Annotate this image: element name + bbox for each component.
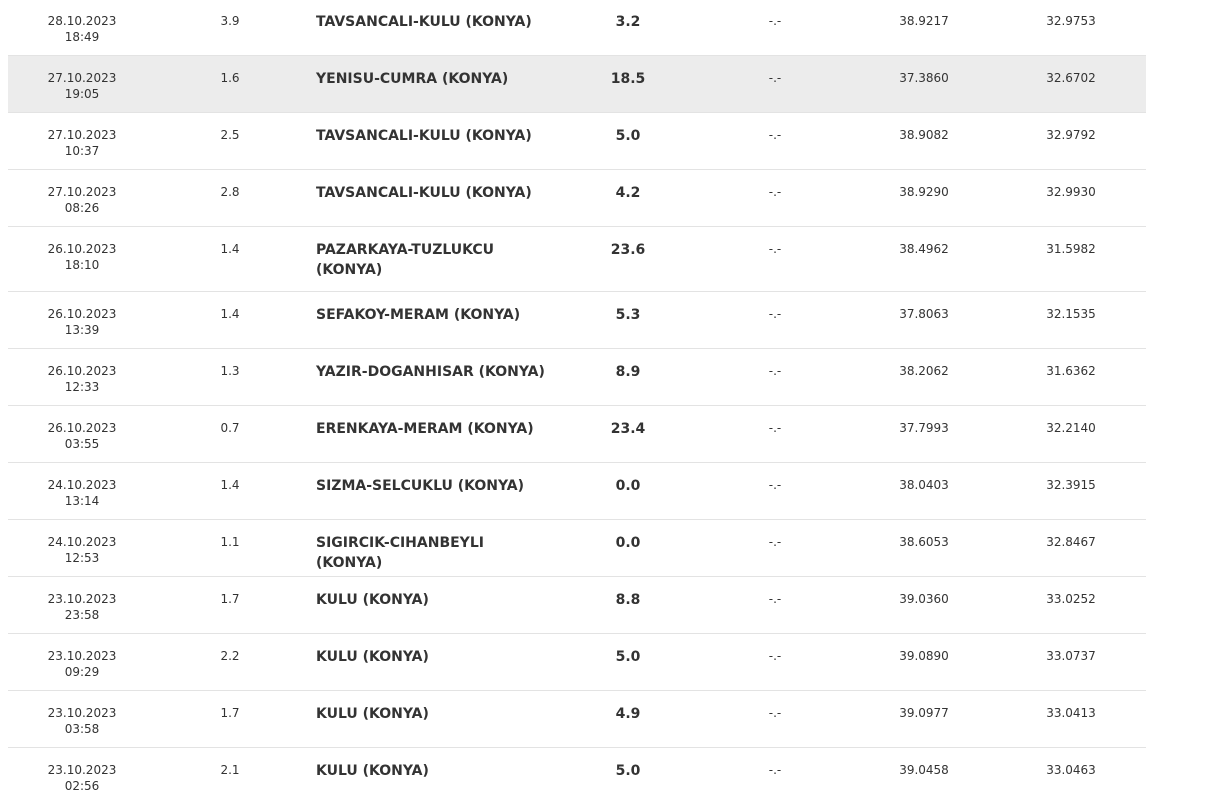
ml-magnitude-cell: 1.7 [220, 592, 240, 606]
date-text: 26.10.2023 [47, 421, 117, 435]
longitude-cell: 33.0463 [1046, 763, 1096, 777]
date-time-cell [42, 127, 122, 159]
date-time-cell [42, 13, 122, 45]
table-row[interactable] [8, 577, 1146, 634]
date-text: 26.10.2023 [47, 364, 117, 378]
ml-magnitude-cell: 1.4 [220, 478, 240, 492]
longitude-cell: 33.0737 [1046, 649, 1096, 663]
mw-magnitude-cell: -.- [768, 364, 782, 378]
location-cell: KULU (KONYA) [316, 763, 429, 779]
location-cell: KULU (KONYA) [316, 649, 429, 665]
table-row[interactable] [8, 170, 1146, 227]
table-row[interactable] [8, 113, 1146, 170]
date-text: 23.10.2023 [47, 763, 117, 777]
longitude-cell: 33.0413 [1046, 706, 1096, 720]
location-cell: TAVSANCALI-KULU (KONYA) [316, 14, 532, 30]
date-text: 28.10.2023 [47, 14, 117, 28]
ml-magnitude-cell: 1.4 [220, 307, 240, 321]
depth-cell: 0.0 [615, 478, 641, 494]
depth-cell: 3.2 [615, 14, 641, 30]
mw-magnitude-cell: -.- [768, 307, 782, 321]
location-cell: SIGIRCIK-CIHANBEYLI (KONYA) [316, 535, 484, 571]
longitude-cell: 32.9930 [1046, 185, 1096, 199]
date-text: 27.10.2023 [47, 71, 117, 85]
mw-magnitude-cell: -.- [768, 478, 782, 492]
longitude-cell: 32.9753 [1046, 14, 1096, 28]
date-text: 26.10.2023 [47, 307, 117, 321]
latitude-cell: 38.2062 [899, 364, 949, 378]
latitude-cell: 39.0890 [899, 649, 949, 663]
ml-magnitude-cell: 2.5 [220, 128, 240, 142]
date-text: 23.10.2023 [47, 706, 117, 720]
time-text: 13:39 [64, 323, 100, 337]
time-text: 12:33 [64, 380, 100, 394]
mw-magnitude-cell: -.- [768, 185, 782, 199]
time-text: 03:55 [64, 437, 100, 451]
latitude-cell: 39.0458 [899, 763, 949, 777]
ml-magnitude-cell: 0.7 [220, 421, 240, 435]
mw-magnitude-cell: -.- [768, 421, 782, 435]
latitude-cell: 37.8063 [899, 307, 949, 321]
date-time-cell [42, 762, 122, 794]
longitude-cell: 31.6362 [1046, 364, 1096, 378]
depth-cell: 5.0 [615, 649, 641, 665]
longitude-cell: 32.8467 [1046, 535, 1096, 549]
table-row[interactable] [8, 227, 1146, 292]
latitude-cell: 39.0360 [899, 592, 949, 606]
date-time-cell [42, 420, 122, 452]
table-row[interactable] [8, 406, 1146, 463]
date-text: 24.10.2023 [47, 478, 117, 492]
date-time-cell [42, 241, 122, 273]
longitude-cell: 33.0252 [1046, 592, 1096, 606]
depth-cell: 23.4 [610, 421, 646, 437]
date-text: 27.10.2023 [47, 185, 117, 199]
mw-magnitude-cell: -.- [768, 649, 782, 663]
date-time-cell [42, 534, 122, 566]
date-time-cell [42, 306, 122, 338]
earthquake-table [8, 0, 1146, 804]
time-text: 18:49 [64, 30, 100, 44]
depth-cell: 5.0 [615, 763, 641, 779]
latitude-cell: 38.6053 [899, 535, 949, 549]
location-cell: PAZARKAYA-TUZLUKCU (KONYA) [316, 242, 495, 278]
longitude-cell: 32.1535 [1046, 307, 1096, 321]
ml-magnitude-cell: 2.8 [220, 185, 240, 199]
latitude-cell: 38.9290 [899, 185, 949, 199]
location-cell: ERENKAYA-MERAM (KONYA) [316, 421, 534, 437]
mw-magnitude-cell: -.- [768, 592, 782, 606]
mw-magnitude-cell: -.- [768, 242, 782, 256]
depth-cell: 5.0 [615, 128, 641, 144]
date-text: 26.10.2023 [47, 242, 117, 256]
depth-cell: 4.9 [615, 706, 641, 722]
longitude-cell: 32.9792 [1046, 128, 1096, 142]
location-cell: SEFAKOY-MERAM (KONYA) [316, 307, 521, 323]
ml-magnitude-cell: 3.9 [220, 14, 240, 28]
location-cell: KULU (KONYA) [316, 706, 429, 722]
mw-magnitude-cell: -.- [768, 706, 782, 720]
ml-magnitude-cell: 1.3 [220, 364, 240, 378]
latitude-cell: 38.0403 [899, 478, 949, 492]
latitude-cell: 37.7993 [899, 421, 949, 435]
location-cell: YENISU-CUMRA (KONYA) [316, 71, 509, 87]
ml-magnitude-cell: 2.2 [220, 649, 240, 663]
depth-cell: 8.8 [615, 592, 641, 608]
date-text: 27.10.2023 [47, 128, 117, 142]
table-row[interactable] [8, 0, 1146, 56]
time-text: 18:10 [64, 258, 100, 272]
mw-magnitude-cell: -.- [768, 763, 782, 777]
latitude-cell: 38.4962 [899, 242, 949, 256]
table-row[interactable] [8, 748, 1146, 804]
table-row[interactable] [8, 349, 1146, 406]
longitude-cell: 32.6702 [1046, 71, 1096, 85]
time-text: 09:29 [64, 665, 100, 679]
depth-cell: 8.9 [615, 364, 641, 380]
date-time-cell [42, 705, 122, 737]
date-time-cell [42, 363, 122, 395]
date-time-cell [42, 648, 122, 680]
mw-magnitude-cell: -.- [768, 535, 782, 549]
table-row[interactable] [8, 520, 1146, 577]
ml-magnitude-cell: 2.1 [220, 763, 240, 777]
location-cell: TAVSANCALI-KULU (KONYA) [316, 185, 532, 201]
date-time-cell [42, 70, 122, 102]
time-text: 03:58 [64, 722, 100, 736]
time-text: 13:14 [64, 494, 100, 508]
longitude-cell: 32.2140 [1046, 421, 1096, 435]
mw-magnitude-cell: -.- [768, 14, 782, 28]
latitude-cell: 37.3860 [899, 71, 949, 85]
location-cell: TAVSANCALI-KULU (KONYA) [316, 128, 532, 144]
table-row[interactable] [8, 56, 1146, 113]
date-text: 23.10.2023 [47, 649, 117, 663]
time-text: 23:58 [64, 608, 100, 622]
mw-magnitude-cell: -.- [768, 128, 782, 142]
latitude-cell: 38.9082 [899, 128, 949, 142]
depth-cell: 18.5 [610, 71, 646, 87]
table-row[interactable] [8, 634, 1146, 691]
time-text: 08:26 [64, 201, 100, 215]
location-cell: YAZIR-DOGANHISAR (KONYA) [316, 364, 545, 380]
ml-magnitude-cell: 1.1 [220, 535, 240, 549]
time-text: 10:37 [64, 144, 100, 158]
latitude-cell: 38.9217 [899, 14, 949, 28]
location-cell: KULU (KONYA) [316, 592, 429, 608]
location-cell: SIZMA-SELCUKLU (KONYA) [316, 478, 525, 494]
depth-cell: 23.6 [610, 242, 646, 258]
date-text: 23.10.2023 [47, 592, 117, 606]
longitude-cell: 32.3915 [1046, 478, 1096, 492]
table-row[interactable] [8, 292, 1146, 349]
depth-cell: 4.2 [615, 185, 641, 201]
date-time-cell [42, 477, 122, 509]
table-row[interactable] [8, 463, 1146, 520]
longitude-cell: 31.5982 [1046, 242, 1096, 256]
time-text: 02:56 [64, 779, 100, 793]
ml-magnitude-cell: 1.6 [220, 71, 240, 85]
time-text: 12:53 [64, 551, 100, 565]
date-time-cell [42, 591, 122, 623]
date-time-cell [42, 184, 122, 216]
time-text: 19:05 [64, 87, 100, 101]
depth-cell: 5.3 [615, 307, 641, 323]
table-row[interactable] [8, 691, 1146, 748]
latitude-cell: 39.0977 [899, 706, 949, 720]
date-text: 24.10.2023 [47, 535, 117, 549]
depth-cell: 0.0 [615, 535, 641, 551]
ml-magnitude-cell: 1.7 [220, 706, 240, 720]
mw-magnitude-cell: -.- [768, 71, 782, 85]
ml-magnitude-cell: 1.4 [220, 242, 240, 256]
